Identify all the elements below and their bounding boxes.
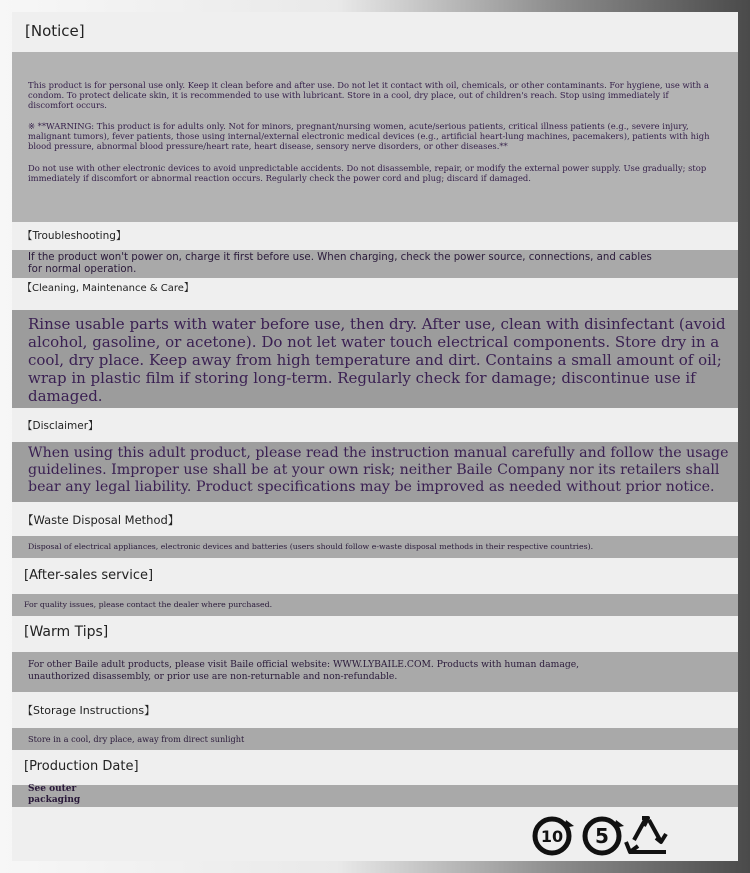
badge-5-label: 5 <box>595 824 609 848</box>
notice-warning-paragraph: ※ **WARNING: This product is for adults only. Not for minors, pregnant/nursing women, acute/serious patients, critical illness patients (e.g., severe injury, malignant tumors), fever patients, those using internal/external electronic medical devices (e.g., artificial heart-lung machines, pacemakers), patients with high blood pressure, abnormal blood pressure/heart rate, heart disease, sensory nerve disorders, or other diseases.** <box>28 121 710 151</box>
eco-badge-5-icon <box>585 819 624 853</box>
notice-paragraph-1: This product is for personal use only. Keep it clean before and after use. Do not let it contact with oil, chemicals, or other contaminants. For hygiene, use with a condom. To protect delicate skin, it is recommended to use with lubricant. Store in a cool, dry place, out of children's reach. Stop using immediately if discomfort occurs. <box>28 80 709 110</box>
aftersales-heading: [After-sales service] <box>24 568 154 583</box>
storage-text: Store in a cool, dry place, away from direct sunlight <box>28 734 245 744</box>
logo-badges <box>530 812 680 860</box>
environmental-logos <box>530 812 680 860</box>
notice-paragraph-3: Do not use with other electronic devices to avoid unpredictable accidents. Do not disassemble, repair, or modify the external power supply. Use gradually; stop immediately if discomfort or abnormal reaction occurs. Regularly check the power cord and plug; discard if damaged. <box>28 163 707 183</box>
instruction-sheet <box>12 12 738 861</box>
disclaimer-heading: 【Disclaimer】 <box>22 420 99 432</box>
waste-heading: 【Waste Disposal Method】 <box>22 513 180 527</box>
recycle-icon <box>626 818 666 852</box>
cleaning-text: Rinse usable parts with water before use, then dry. After use, clean with disinfectant (avoid alcohol, gasoline, or acetone). Do not let water touch electrical components. Store dry in a cool, dry place. Keep away from high temperature and dirt. Contains a small amount of oil; wrap in plastic film if storing long-term. Regularly check for damage; discontinue use if damaged. <box>28 315 726 405</box>
troubleshooting-heading: 【Troubleshooting】 <box>22 230 127 242</box>
production-text: See outer packaging <box>28 784 81 805</box>
waste-text: Disposal of electrical appliances, electronic devices and batteries (users should follow e-waste disposal methods in their respective countries). <box>28 542 594 551</box>
aftersales-text: For quality issues, please contact the dealer where purchased. <box>24 600 273 609</box>
badge-10-label: 10 <box>540 827 564 846</box>
troubleshooting-text: If the product won't power on, charge it first before use. When charging, check the power source, connections, and cables for normal operation. <box>28 252 652 275</box>
disclaimer-text: When using this adult product, please read the instruction manual carefully and follow the usage guidelines. Improper use shall be at your own risk; neither Baile Company nor its retailers shall bear any legal liability. Product specifications may be improved as needed without prior notice. <box>28 445 729 495</box>
production-heading: [Production Date] <box>24 759 139 774</box>
cleaning-heading: 【Cleaning, Maintenance & Care】 <box>22 283 194 294</box>
eco-badge-10-icon <box>535 819 574 853</box>
tips-heading: [Warm Tips] <box>24 624 109 640</box>
tips-text: For other Baile adult products, please visit Baile official website: WWW.LYBAILE.COM. Products with human damage, unauthorized disassembly, or prior use are non-returnable and non-refundable. <box>28 659 580 682</box>
notice-heading: [Notice] <box>25 22 85 40</box>
storage-heading: 【Storage Instructions】 <box>22 704 156 717</box>
production-band <box>12 785 738 807</box>
